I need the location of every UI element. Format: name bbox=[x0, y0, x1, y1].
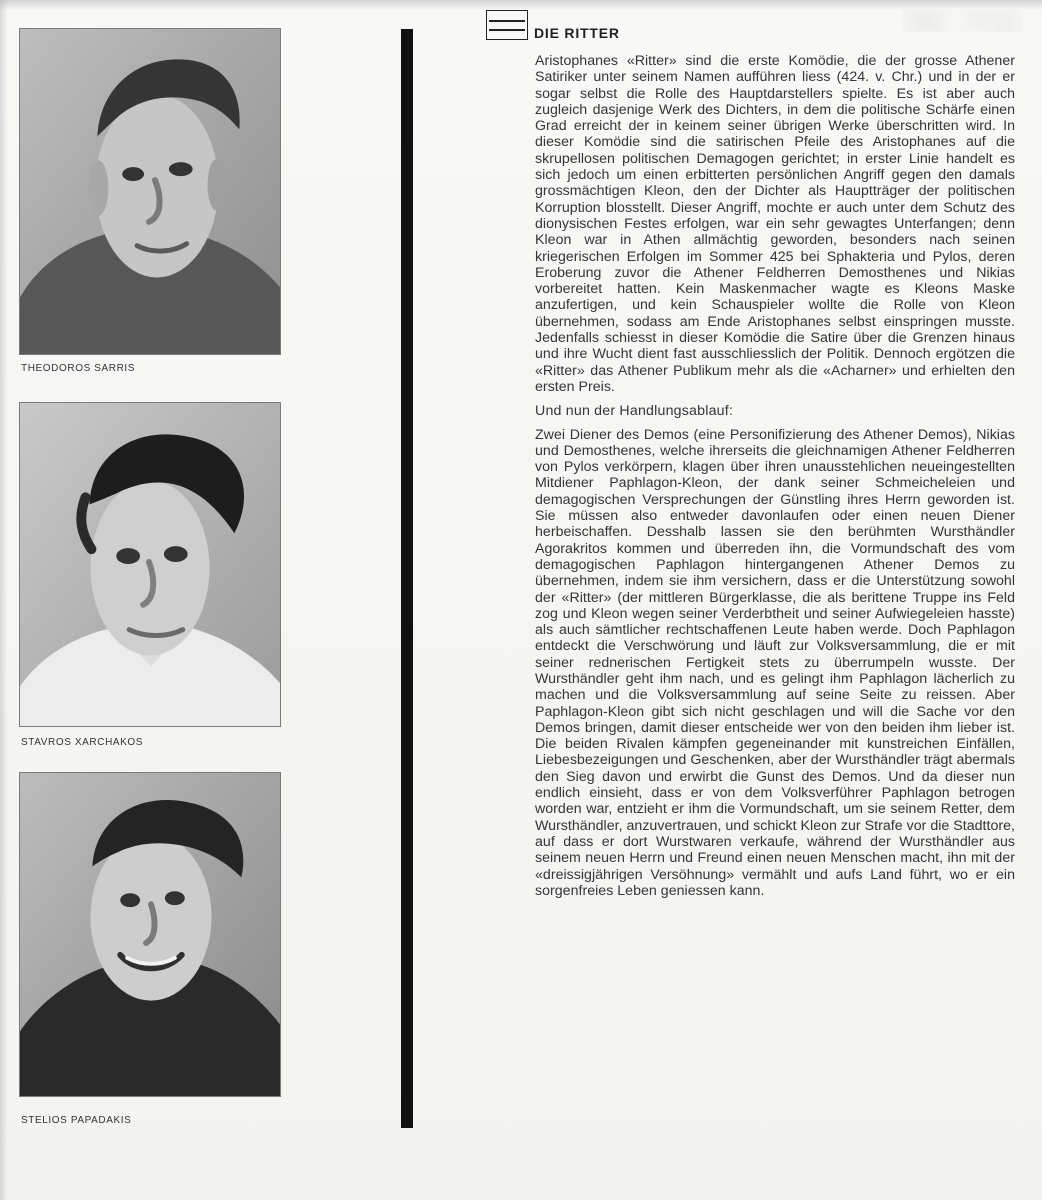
article-title: DIE RITTER bbox=[534, 25, 620, 41]
portrait-man-suit-icon bbox=[20, 29, 280, 354]
article-paragraph-1: Aristophanes «Ritter» sind die erste Komödie, die der grosse Athener Satiriker unter seinem Namen aufführen liess (424. v. Chr.) und in der er sogar selbst die Rolle des Hauptdarstellers spielte. Es ist aber auch zugleich dasjenige Werk des Dichters, in dem die politische Schärfe einen Grad erreicht der in keinem seiner übrigen Werke überschritten wird. In dieser Komödie sind die satirischen Pfeile des Aristophanes auf die skrupellosen politischen Demagogen gerichtet; in erster Linie handelt es sich jedoch um einen erbitterten persönlichen Angriff gegen den damals grossmächtigen Kleon, den der Dichter als Hauptträger der politischen Korruption blosstellt. Dieser Angriff, mochte er auch unter dem Schutz des dionysischen Festes erfolgen, war ein sehr gewagtes Unterfangen; denn Kleon war in Athen allmächtig geworden, besonders nach seinen kriegerischen Erfolgen im Sommer 425 bei Sphakteria und Pylos, deren Eroberung zuvor die Athener Feldherren Demosthenes und Nikias vorbereitet hatten. Kein Maskenmacher wagte es Kleons Maske anzufertigen, und kein Schauspieler wollte die Rolle von Kleon übernehmen, sodass am Ende Aristophanes selbst einspringen musste. Jedenfalls schiesst in dieser Komödie die Satire über die Grenzen hinaus und ihre Wucht dient fast ausschliesslich der Politik. Dennoch ergötzen die «Ritter» das Athener Publikum mehr als die «Acharner» und erhielten den ersten Preis. bbox=[535, 53, 1015, 395]
photo-caption-1: THEODOROS SARRIS bbox=[21, 363, 136, 374]
portrait-photo-2 bbox=[19, 402, 281, 727]
article-paragraph-2: Zwei Diener des Demos (eine Personifizierung des Athener Demos), Nikias und Demosthenes, welche ihrerseits die gleichnamigen Athener Feldherren von Pylos verkörpern, klagen über ihren unausstehlichen neueingestellten Mitdiener Paphlagon-Kleon, der dank seiner Schmeicheleien und demagogischen Versprechungen der Günstling ihres Herrn geworden ist. Sie müssen also entweder davonlaufen oder einen neuen Diener herbeischaffen. Desshalb lassen sie den berühmten Wursthändler Agorakritos kommen und überreden ihn, die Vormundschaft des vom demagogischen Paphlagon hintergangenen Athener Demos zu übernehmen, indem sie ihm versichern, dass er die Unterstützung sowohl der «Ritter» (der mittleren Bürgerklasse, die als berittene Truppe ins Feld zog und Kleon wegen seiner Verderbtheit und seiner Aufwiegeleien hasste) als auch sämtlicher rechtschaffenen Leute haben werde. Doch Paphlagon entdeckt die Verschwörung und läuft zur Volksversammlung, die er mit seiner rednerischen Fertigkeit stets zu überrumpeln wusste. Der Wursthändler geht ihm nach, und es gelingt ihm Paphlagon lächerlich zu machen und die Volksversammlung auf seine Seite zu reissen. Aber Paphlagon-Kleon gibt sich nicht geschlagen und will die Sache vor den Demos bringen, damit dieser entscheide wer von den beiden ihm lieber ist. Die beiden Rivalen kämpfen gegeneinander mit kunstreichen Einfällen, Liebesbezeigungen und Geschenken, aber der Wursthändler trägt abermals den Sieg davon und erwirbt die Gunst des Demos. Und da dieser nun endlich einsieht, dass er von dem Volksverführer Paphlagon betrogen worden war, entzieht er ihm die Vormundschaft, um sie seinem Retter, dem Wursthändler, anzuvertrauen, und schickt Kleon zur Strafe vor die Stadttore, auf dass er dort Wurstwaren verkaufe, während der Wursthändler aus seinem neuen Herrn und Freund einen neuen Menschen macht, ihn mit der «dreissigjährigen Versöhnung» vermählt und aufs Land führt, wo er ein sorgenfreies Leben geniessen kann. bbox=[535, 426, 1015, 899]
photo-caption-2: STAVROS XARCHAKOS bbox=[21, 737, 144, 748]
paper-texture bbox=[902, 10, 1022, 32]
portrait-man-open-collar-icon bbox=[20, 403, 280, 726]
photo-caption-3: STELIOS PAPADAKIS bbox=[21, 1115, 132, 1126]
article-body bbox=[535, 53, 1015, 907]
vertical-divider bbox=[401, 29, 413, 1128]
top-edge bbox=[0, 0, 1042, 10]
left-edge bbox=[0, 0, 8, 1200]
heading-box-icon bbox=[486, 10, 528, 40]
portrait-photo-3 bbox=[19, 772, 281, 1097]
portrait-photo-1 bbox=[19, 28, 281, 355]
article-intro-line: Und nun der Handlungsablauf: bbox=[535, 403, 734, 420]
portrait-man-smiling-icon bbox=[20, 773, 280, 1096]
article-heading bbox=[486, 10, 766, 44]
